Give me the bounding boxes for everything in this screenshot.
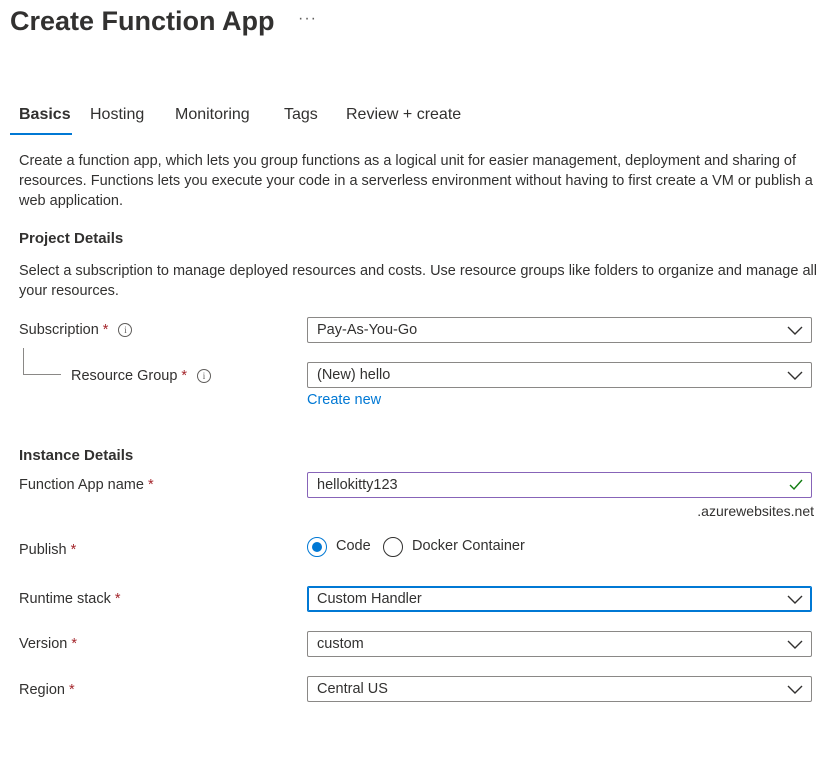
page-title: Create Function App xyxy=(10,6,275,36)
publish-label-text: Publish xyxy=(19,542,67,558)
required-marker: * xyxy=(68,682,75,698)
resource-group-label xyxy=(71,368,211,384)
version-dropdown[interactable] xyxy=(307,631,812,657)
runtime-stack-label-text: Runtime stack xyxy=(19,591,111,607)
publish-code-label: Code xyxy=(336,538,371,554)
required-marker: * xyxy=(147,477,154,493)
required-marker: * xyxy=(71,636,78,652)
checkmark-icon xyxy=(789,478,803,492)
subscription-label xyxy=(19,322,132,338)
create-new-link[interactable]: Create new xyxy=(307,392,382,408)
resource-group-label-text: Resource Group xyxy=(71,368,178,384)
project-details-heading: Project Details xyxy=(19,230,124,247)
function-app-name-label-text: Function App name xyxy=(19,477,144,493)
subscription-label-text: Subscription xyxy=(19,322,99,338)
region-label xyxy=(19,682,75,698)
version-label xyxy=(19,636,77,652)
tab-monitoring[interactable]: Monitoring xyxy=(175,106,250,123)
tab-hosting[interactable]: Hosting xyxy=(90,106,145,123)
function-app-name-label xyxy=(19,477,154,493)
required-marker: * xyxy=(70,542,77,558)
info-icon[interactable]: i xyxy=(118,323,132,337)
resource-group-dropdown[interactable] xyxy=(307,362,812,388)
function-app-name-input[interactable] xyxy=(307,472,812,498)
chevron-down-icon xyxy=(787,323,803,337)
publish-docker-radio[interactable] xyxy=(383,537,403,557)
region-dropdown[interactable] xyxy=(307,676,812,702)
runtime-stack-label xyxy=(19,591,121,607)
tab-tags[interactable]: Tags xyxy=(284,106,318,123)
tab-review-create[interactable]: Review + create xyxy=(346,106,462,123)
version-label-text: Version xyxy=(19,636,68,652)
chevron-down-icon xyxy=(787,637,803,651)
required-marker: * xyxy=(102,322,109,338)
required-marker: * xyxy=(114,591,121,607)
tree-connector xyxy=(23,348,61,375)
version-value: custom xyxy=(317,636,364,652)
required-marker: * xyxy=(181,368,188,384)
publish-code-radio[interactable] xyxy=(307,537,327,557)
publish-label xyxy=(19,542,76,558)
chevron-down-icon xyxy=(787,368,803,382)
project-details-description: Select a subscription to manage deployed resources and costs. Use resource groups like folders to organize and manage all your resources. xyxy=(19,263,817,299)
info-icon[interactable]: i xyxy=(197,369,211,383)
region-value: Central US xyxy=(317,681,388,697)
subscription-dropdown[interactable] xyxy=(307,317,812,343)
domain-suffix: .azurewebsites.net xyxy=(697,503,814,519)
resource-group-value: (New) hello xyxy=(317,367,391,383)
subscription-value: Pay-As-You-Go xyxy=(317,322,418,338)
runtime-stack-dropdown[interactable] xyxy=(307,586,812,612)
instance-details-heading: Instance Details xyxy=(19,447,134,464)
intro-description: Create a function app, which lets you group functions as a logical unit for easier management, deployment and sharing of resources. Functions lets you execute your code in a serverless environment without having to first create a VM or publish a web application. xyxy=(19,153,813,209)
publish-docker-label: Docker Container xyxy=(412,538,525,554)
chevron-down-icon xyxy=(787,682,803,696)
chevron-down-icon xyxy=(787,592,803,606)
active-tab-indicator xyxy=(10,133,72,135)
tab-basics[interactable]: Basics xyxy=(19,106,71,123)
more-options-button[interactable]: ··· xyxy=(298,10,317,27)
runtime-stack-value: Custom Handler xyxy=(317,591,422,607)
function-app-name-value: hellokitty123 xyxy=(317,477,398,493)
region-label-text: Region xyxy=(19,682,65,698)
